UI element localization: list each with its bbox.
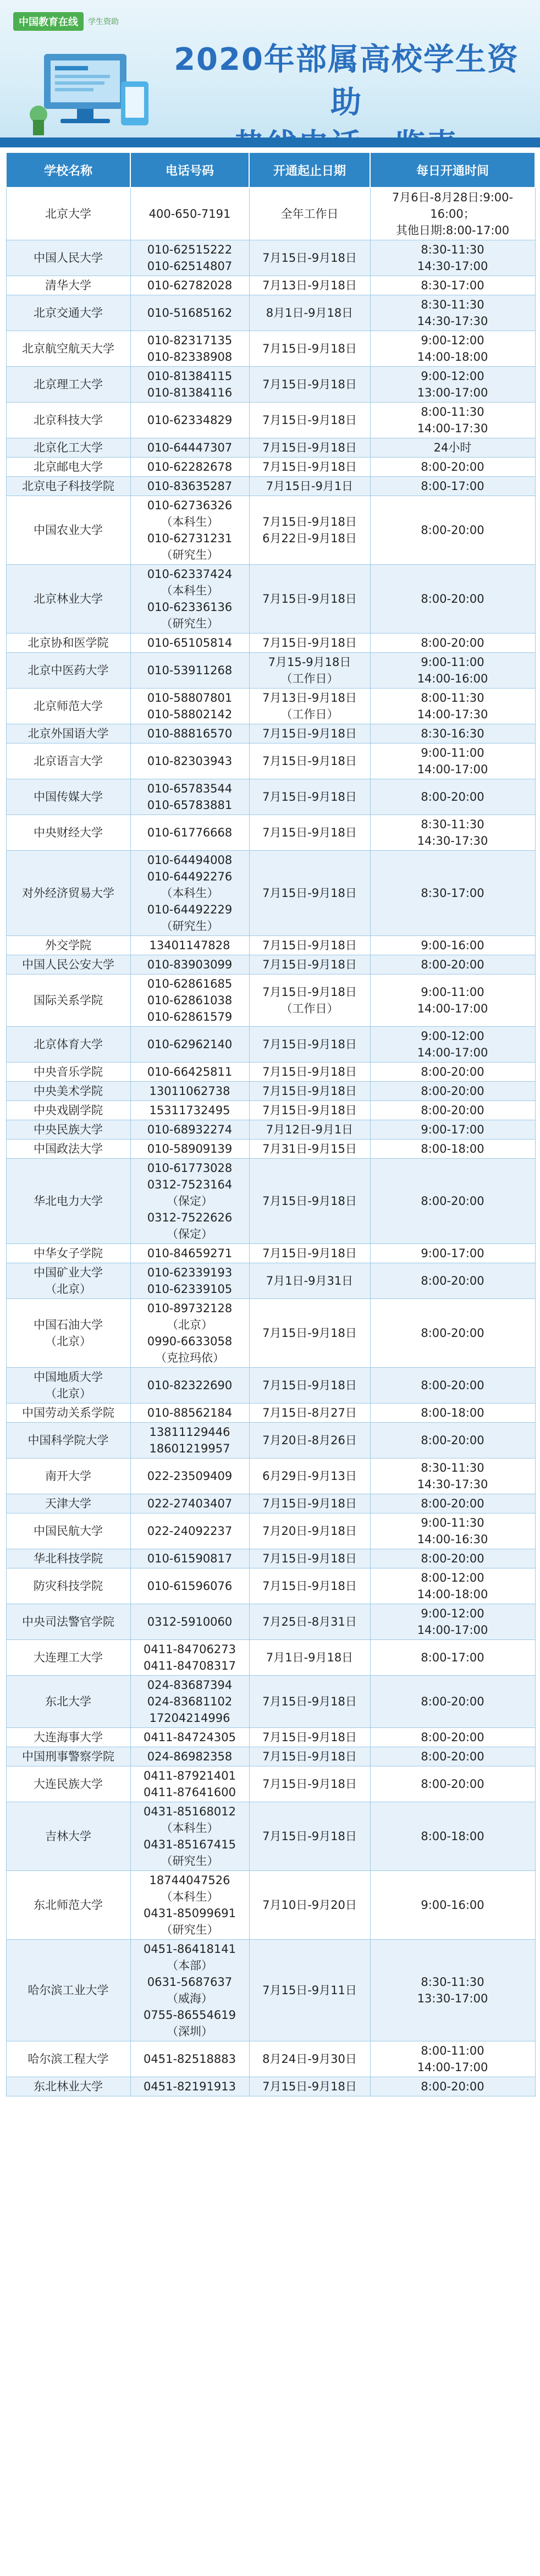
school-name-cell: 吉林大学: [6, 1802, 130, 1871]
hours-cell: 8:00-17:00: [370, 477, 535, 496]
phone-cell: 010-61590817: [130, 1549, 249, 1568]
school-name-cell: 中国民航大学: [6, 1513, 130, 1549]
table-row: [6, 403, 535, 438]
table-row: [6, 1494, 535, 1513]
hours-cell: 8:30-16:30: [370, 724, 535, 744]
school-name-cell: 对外经济贸易大学: [6, 851, 130, 936]
school-name-cell: 华北科技学院: [6, 1549, 130, 1568]
phone-cell: 18744047526 （本科生） 0431-85099691 （研究生）: [130, 1871, 249, 1940]
table-row: [6, 975, 535, 1027]
dates-cell: 7月15日-9月18日 6月22日-9月18日: [249, 496, 370, 565]
dates-cell: 7月15日-9月18日: [249, 955, 370, 975]
phone-cell: 010-62282678: [130, 458, 249, 477]
hours-cell: 9:00-11:00 14:00-17:00: [370, 744, 535, 779]
header-illustration: [22, 43, 165, 136]
school-name-cell: 中国传媒大学: [6, 779, 130, 815]
hours-cell: 8:00-20:00: [370, 1766, 535, 1802]
school-name-cell: 东北大学: [6, 1676, 130, 1728]
hours-cell: 8:00-11:30 14:00-17:30: [370, 403, 535, 438]
hours-cell: 8:00-20:00: [370, 496, 535, 565]
dates-cell: 7月15-9月18日 （工作日）: [249, 653, 370, 689]
phone-cell: 010-83903099: [130, 955, 249, 975]
dates-cell: 7月15日-9月18日: [249, 1101, 370, 1120]
dates-cell: 7月15日-9月18日 （工作日）: [249, 975, 370, 1027]
column-header-hours: 每日开通时间: [370, 152, 535, 188]
dates-cell: 7月15日-9月18日: [249, 458, 370, 477]
phone-cell: 022-23509409: [130, 1458, 249, 1494]
table-row: [6, 367, 535, 403]
phone-cell: 13811129446 18601219957: [130, 1423, 249, 1458]
header-divider: [0, 137, 540, 147]
phone-cell: 010-62861685 010-62861038 010-62861579: [130, 975, 249, 1027]
school-name-cell: 北京协和医学院: [6, 634, 130, 653]
school-name-cell: 大连海事大学: [6, 1728, 130, 1747]
school-name-cell: 中国地质大学 （北京）: [6, 1368, 130, 1403]
school-name-cell: 防灾科技学院: [6, 1568, 130, 1604]
hours-cell: 8:00-20:00: [370, 1728, 535, 1747]
phone-cell: 010-64494008 010-64492276 （本科生） 010-64492229 （研究生）: [130, 851, 249, 936]
phone-cell: 010-58909139: [130, 1140, 249, 1159]
school-name-cell: 大连理工大学: [6, 1640, 130, 1676]
hours-cell: 8:30-11:30 13:30-17:00: [370, 1940, 535, 2041]
table-row: [6, 1423, 535, 1458]
title-block: [165, 38, 528, 147]
table-row: [6, 724, 535, 744]
phone-cell: 010-61596076: [130, 1568, 249, 1604]
school-name-cell: 中央司法警官学院: [6, 1604, 130, 1640]
school-name-cell: 东北师范大学: [6, 1871, 130, 1940]
hours-cell: 8:30-11:30 14:30-17:00: [370, 240, 535, 276]
dates-cell: 6月29日-9月13日: [249, 1458, 370, 1494]
dates-cell: 7月15日-9月18日: [249, 851, 370, 936]
hours-cell: 8:00-17:00: [370, 1640, 535, 1676]
phone-cell: 010-83635287: [130, 477, 249, 496]
hours-cell: 9:00-17:00: [370, 1120, 535, 1140]
dates-cell: 7月15日-9月18日: [249, 1299, 370, 1368]
school-name-cell: 中国石油大学 （北京）: [6, 1299, 130, 1368]
school-name-cell: 北京电子科技学院: [6, 477, 130, 496]
dates-cell: 7月15日-9月18日: [249, 240, 370, 276]
phone-cell: 010-53911268: [130, 653, 249, 689]
hours-cell: 8:00-20:00: [370, 1159, 535, 1244]
table-row: [6, 2077, 535, 2096]
dates-cell: 8月1日-9月18日: [249, 295, 370, 331]
school-name-cell: 北京科技大学: [6, 403, 130, 438]
phone-cell: 010-88562184: [130, 1403, 249, 1423]
table-row: [6, 851, 535, 936]
dates-cell: 7月20日-9月18日: [249, 1513, 370, 1549]
table-row: [6, 1676, 535, 1728]
table-row: [6, 331, 535, 367]
phone-cell: 010-58807801 010-58802142: [130, 689, 249, 724]
hours-cell: 9:00-11:30 14:00-16:30: [370, 1513, 535, 1549]
table-row: [6, 653, 535, 689]
phone-cell: 010-51685162: [130, 295, 249, 331]
dates-cell: 7月15日-9月18日: [249, 1802, 370, 1871]
school-name-cell: 北京体育大学: [6, 1027, 130, 1063]
table-row: [6, 565, 535, 634]
hours-cell: 8:00-20:00: [370, 1676, 535, 1728]
table-row: [6, 496, 535, 565]
dates-cell: 7月15日-8月27日: [249, 1403, 370, 1423]
school-name-cell: 中华女子学院: [6, 1244, 130, 1263]
hours-cell: 8:00-20:00: [370, 565, 535, 634]
table-row: [6, 1458, 535, 1494]
school-name-cell: 东北林业大学: [6, 2077, 130, 2096]
dates-cell: 7月15日-9月18日: [249, 1027, 370, 1063]
school-name-cell: 清华大学: [6, 276, 130, 295]
phone-cell: 0411-84724305: [130, 1728, 249, 1747]
phone-cell: 400-650-7191: [130, 188, 249, 240]
school-name-cell: 哈尔滨工程大学: [6, 2041, 130, 2077]
school-name-cell: 中国劳动关系学院: [6, 1403, 130, 1423]
table-row: [6, 1640, 535, 1676]
school-name-cell: 中央戏剧学院: [6, 1101, 130, 1120]
table-row: [6, 1940, 535, 2041]
school-name-cell: 北京交通大学: [6, 295, 130, 331]
hours-cell: 8:00-20:00: [370, 1494, 535, 1513]
hours-cell: 8:30-11:30 14:30-17:30: [370, 1458, 535, 1494]
hours-cell: 8:00-20:00: [370, 1263, 535, 1299]
dates-cell: 7月10日-9月20日: [249, 1871, 370, 1940]
phone-cell: 010-82317135 010-82338908: [130, 331, 249, 367]
table-row: [6, 1403, 535, 1423]
dates-cell: 7月12日-9月1日: [249, 1120, 370, 1140]
hours-cell: 8:00-20:00: [370, 1063, 535, 1082]
table-row: [6, 295, 535, 331]
school-name-cell: 北京语言大学: [6, 744, 130, 779]
table-row: [6, 1263, 535, 1299]
table-header-row: [6, 152, 535, 188]
hours-cell: 8:30-11:30 14:30-17:30: [370, 295, 535, 331]
dates-cell: 7月15日-9月18日: [249, 936, 370, 955]
phone-cell: 010-65105814: [130, 634, 249, 653]
dates-cell: 7月15日-9月18日: [249, 1549, 370, 1568]
school-name-cell: 中央音乐学院: [6, 1063, 130, 1082]
table-row: [6, 936, 535, 955]
dates-cell: 全年工作日: [249, 188, 370, 240]
table-row: [6, 1140, 535, 1159]
hotline-table: [5, 152, 536, 2096]
phone-cell: 0451-82518883: [130, 2041, 249, 2077]
dates-cell: 7月1日-9月18日: [249, 1640, 370, 1676]
dates-cell: 7月15日-9月18日: [249, 744, 370, 779]
dates-cell: 7月15日-9月18日: [249, 1244, 370, 1263]
hours-cell: 8:30-17:00: [370, 276, 535, 295]
brand-logo: [13, 12, 119, 31]
phone-cell: 0451-82191913: [130, 2077, 249, 2096]
hours-cell: 9:00-12:00 14:00-18:00: [370, 331, 535, 367]
hours-cell: 9:00-11:00 14:00-16:00: [370, 653, 535, 689]
table-row: [6, 276, 535, 295]
school-name-cell: 大连民族大学: [6, 1766, 130, 1802]
table-row: [6, 1766, 535, 1802]
phone-cell: 022-24092237: [130, 1513, 249, 1549]
school-name-cell: 中国农业大学: [6, 496, 130, 565]
hours-cell: 7月6日-8月28日:9:00-16:00； 其他日期:8:00-17:00: [370, 188, 535, 240]
hours-cell: 8:00-20:00: [370, 1549, 535, 1568]
table-row: [6, 1063, 535, 1082]
dates-cell: 7月20日-8月26日: [249, 1423, 370, 1458]
phone-cell: 010-61776668: [130, 815, 249, 851]
table-row: [6, 2041, 535, 2077]
phone-cell: 010-66425811: [130, 1063, 249, 1082]
school-name-cell: 北京林业大学: [6, 565, 130, 634]
brand-subtitle: 学生资助: [88, 18, 119, 26]
school-name-cell: 中国刑事警察学院: [6, 1747, 130, 1766]
table-row: [6, 1101, 535, 1120]
school-name-cell: 中央民族大学: [6, 1120, 130, 1140]
dates-cell: 7月15日-9月18日: [249, 1063, 370, 1082]
dates-cell: 7月31日-9月15日: [249, 1140, 370, 1159]
hours-cell: 9:00-11:00 14:00-17:00: [370, 975, 535, 1027]
dates-cell: 7月15日-9月18日: [249, 815, 370, 851]
table-row: [6, 1027, 535, 1063]
brand-name: 中国教育在线: [13, 12, 84, 31]
school-name-cell: 天津大学: [6, 1494, 130, 1513]
dates-cell: 7月1日-9月31日: [249, 1263, 370, 1299]
hours-cell: 8:00-20:00: [370, 2077, 535, 2096]
phone-cell: 010-81384115 010-81384116: [130, 367, 249, 403]
school-name-cell: 外交学院: [6, 936, 130, 955]
hours-cell: 8:00-18:00: [370, 1403, 535, 1423]
table-row: [6, 1082, 535, 1101]
dates-cell: 8月24日-9月30日: [249, 2041, 370, 2077]
dates-cell: 7月13日-9月18日: [249, 276, 370, 295]
hours-cell: 8:00-20:00: [370, 1101, 535, 1120]
hours-cell: 8:00-20:00: [370, 1747, 535, 1766]
dates-cell: 7月15日-9月18日: [249, 1728, 370, 1747]
phone-cell: 024-86982358: [130, 1747, 249, 1766]
dates-cell: 7月15日-9月18日: [249, 1494, 370, 1513]
phone-cell: 022-27403407: [130, 1494, 249, 1513]
dates-cell: 7月15日-9月18日: [249, 565, 370, 634]
phone-cell: 010-68932274: [130, 1120, 249, 1140]
page-title: 2020年部属高校学生资助: [174, 42, 519, 120]
phone-cell: 15311732495: [130, 1101, 249, 1120]
hours-cell: 9:00-16:00: [370, 936, 535, 955]
table-row: [6, 689, 535, 724]
dates-cell: 7月15日-9月18日: [249, 438, 370, 458]
table-row: [6, 1871, 535, 1940]
table-row: [6, 438, 535, 458]
phone-cell: 0411-87921401 0411-87641600: [130, 1766, 249, 1802]
table-row: [6, 779, 535, 815]
dates-cell: 7月13日-9月18日 （工作日）: [249, 689, 370, 724]
page-header: [0, 0, 540, 147]
dates-cell: 7月15日-9月1日: [249, 477, 370, 496]
school-name-cell: 国际关系学院: [6, 975, 130, 1027]
table-row: [6, 240, 535, 276]
phone-cell: 0451-86418141 （本部） 0631-5687637 （威海） 0755-86554619 （深圳）: [130, 1940, 249, 2041]
table-row: [6, 955, 535, 975]
school-name-cell: 北京航空航天大学: [6, 331, 130, 367]
hours-cell: 9:00-12:00 14:00-17:00: [370, 1604, 535, 1640]
column-header-school: 学校名称: [6, 152, 130, 188]
table-row: [6, 1244, 535, 1263]
hours-cell: 8:00-11:00 14:00-17:00: [370, 2041, 535, 2077]
school-name-cell: 北京师范大学: [6, 689, 130, 724]
school-name-cell: 北京化工大学: [6, 438, 130, 458]
dates-cell: 7月25日-8月31日: [249, 1604, 370, 1640]
hours-cell: 9:00-12:00 14:00-17:00: [370, 1027, 535, 1063]
table-row: [6, 1368, 535, 1403]
school-name-cell: 北京邮电大学: [6, 458, 130, 477]
phone-cell: 010-62962140: [130, 1027, 249, 1063]
phone-cell: 010-61773028 0312-7523164 （保定） 0312-7522626 （保定）: [130, 1159, 249, 1244]
table-row: [6, 744, 535, 779]
hours-cell: 9:00-12:00 13:00-17:00: [370, 367, 535, 403]
table-row: [6, 458, 535, 477]
school-name-cell: 北京中医药大学: [6, 653, 130, 689]
dates-cell: 7月15日-9月18日: [249, 1368, 370, 1403]
dates-cell: 7月15日-9月18日: [249, 331, 370, 367]
hours-cell: 8:00-20:00: [370, 634, 535, 653]
table-row: [6, 1568, 535, 1604]
dates-cell: 7月15日-9月18日: [249, 1082, 370, 1101]
dates-cell: 7月15日-9月18日: [249, 779, 370, 815]
hours-cell: 8:00-18:00: [370, 1140, 535, 1159]
table-row: [6, 1120, 535, 1140]
phone-cell: 010-62334829: [130, 403, 249, 438]
dates-cell: 7月15日-9月11日: [249, 1940, 370, 2041]
table-row: [6, 634, 535, 653]
school-name-cell: 哈尔滨工业大学: [6, 1940, 130, 2041]
phone-cell: 13401147828: [130, 936, 249, 955]
hours-cell: 8:30-17:00: [370, 851, 535, 936]
table-row: [6, 477, 535, 496]
hours-cell: 9:00-16:00: [370, 1871, 535, 1940]
dates-cell: 7月15日-9月18日: [249, 1159, 370, 1244]
phone-cell: 010-62337424 （本科生） 010-62336136 （研究生）: [130, 565, 249, 634]
phone-cell: 010-82303943: [130, 744, 249, 779]
table-row: [6, 1299, 535, 1368]
hours-cell: 8:00-20:00: [370, 1299, 535, 1368]
school-name-cell: 中国科学院大学: [6, 1423, 130, 1458]
hours-cell: 8:00-20:00: [370, 779, 535, 815]
school-name-cell: 北京大学: [6, 188, 130, 240]
school-name-cell: 中国矿业大学 （北京）: [6, 1263, 130, 1299]
hours-cell: 8:30-11:30 14:30-17:30: [370, 815, 535, 851]
phone-cell: 010-82322690: [130, 1368, 249, 1403]
phone-cell: 010-62736326 （本科生） 010-62731231 （研究生）: [130, 496, 249, 565]
dates-cell: 7月15日-9月18日: [249, 1568, 370, 1604]
phone-cell: 0312-5910060: [130, 1604, 249, 1640]
column-header-phone: 电话号码: [130, 152, 249, 188]
phone-cell: 010-62339193 010-62339105: [130, 1263, 249, 1299]
school-name-cell: 北京理工大学: [6, 367, 130, 403]
hours-cell: 8:00-12:00 14:00-18:00: [370, 1568, 535, 1604]
phone-cell: 010-62515222 010-62514807: [130, 240, 249, 276]
phone-cell: 0411-84706273 0411-84708317: [130, 1640, 249, 1676]
hours-cell: 9:00-17:00: [370, 1244, 535, 1263]
dates-cell: 7月15日-9月18日: [249, 403, 370, 438]
hours-cell: 24小时: [370, 438, 535, 458]
phone-cell: 024-83687394 024-83681102 17204214996: [130, 1676, 249, 1728]
hours-cell: 8:00-20:00: [370, 1368, 535, 1403]
school-name-cell: 中国政法大学: [6, 1140, 130, 1159]
phone-cell: 010-88816570: [130, 724, 249, 744]
phone-cell: 010-89732128 （北京） 0990-6633058 （克拉玛依）: [130, 1299, 249, 1368]
phone-cell: 010-65783544 010-65783881: [130, 779, 249, 815]
dates-cell: 7月15日-9月18日: [249, 1676, 370, 1728]
table-row: [6, 188, 535, 240]
school-name-cell: 华北电力大学: [6, 1159, 130, 1244]
dates-cell: 7月15日-9月18日: [249, 634, 370, 653]
dates-cell: 7月15日-9月18日: [249, 1747, 370, 1766]
table-row: [6, 1549, 535, 1568]
phone-cell: 010-62782028: [130, 276, 249, 295]
column-header-dates: 开通起止日期: [249, 152, 370, 188]
dates-cell: 7月15日-9月18日: [249, 1766, 370, 1802]
table-row: [6, 1728, 535, 1747]
school-name-cell: 中国人民公安大学: [6, 955, 130, 975]
phone-cell: 13011062738: [130, 1082, 249, 1101]
hours-cell: 8:00-20:00: [370, 955, 535, 975]
table-row: [6, 1159, 535, 1244]
hours-cell: 8:00-20:00: [370, 1082, 535, 1101]
table-row: [6, 1747, 535, 1766]
table-body: [6, 188, 535, 2096]
school-name-cell: 中央财经大学: [6, 815, 130, 851]
phone-cell: 010-64447307: [130, 438, 249, 458]
dates-cell: 7月15日-9月18日: [249, 724, 370, 744]
hours-cell: 8:00-20:00: [370, 1423, 535, 1458]
school-name-cell: 北京外国语大学: [6, 724, 130, 744]
hours-cell: 8:00-11:30 14:00-17:30: [370, 689, 535, 724]
table-row: [6, 815, 535, 851]
table-row: [6, 1604, 535, 1640]
hours-cell: 8:00-18:00: [370, 1802, 535, 1871]
hours-cell: 8:00-20:00: [370, 458, 535, 477]
school-name-cell: 中央美术学院: [6, 1082, 130, 1101]
table-row: [6, 1802, 535, 1871]
school-name-cell: 中国人民大学: [6, 240, 130, 276]
phone-cell: 0431-85168012 （本科生） 0431-85167415 （研究生）: [130, 1802, 249, 1871]
dates-cell: 7月15日-9月18日: [249, 367, 370, 403]
phone-cell: 010-84659271: [130, 1244, 249, 1263]
dates-cell: 7月15日-9月18日: [249, 2077, 370, 2096]
table-row: [6, 1513, 535, 1549]
school-name-cell: 南开大学: [6, 1458, 130, 1494]
